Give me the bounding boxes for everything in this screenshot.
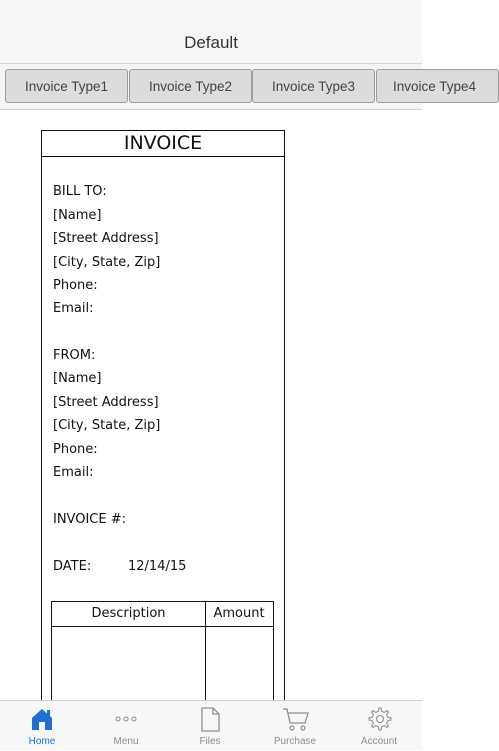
date-label: DATE:: [53, 559, 92, 574]
tabbar-home[interactable]: Home: [0, 701, 84, 751]
from-email: Email:: [53, 465, 94, 480]
bill-to-phone: Phone:: [53, 278, 98, 293]
from-street: [Street Address]: [53, 395, 159, 410]
column-description: Description: [52, 602, 206, 626]
date-value: 12/14/15: [128, 559, 187, 574]
bottom-tab-bar: [0, 700, 422, 750]
bill-to-label: BILL TO:: [53, 184, 107, 199]
tabbar-menu[interactable]: Menu: [84, 701, 168, 751]
tab-invoice-type2[interactable]: Invoice Type2: [129, 69, 252, 103]
bill-to-city: [City, State, Zip]: [53, 255, 161, 270]
invoice-preview[interactable]: [41, 130, 285, 730]
invoice-heading: INVOICE: [42, 131, 284, 157]
tab-invoice-type1[interactable]: Invoice Type1: [5, 69, 128, 103]
tab-invoice-type3[interactable]: Invoice Type3: [252, 69, 375, 103]
from-city: [City, State, Zip]: [53, 418, 161, 433]
tabbar-files[interactable]: Files: [168, 701, 252, 751]
invoice-type-tabs: [0, 64, 477, 110]
tabbar-account[interactable]: Account: [337, 701, 421, 751]
column-amount: Amount: [213, 606, 265, 621]
table-header: [52, 602, 273, 627]
bill-to-name: [Name]: [53, 208, 102, 223]
more-icon: [113, 706, 139, 732]
tab-invoice-type4[interactable]: Invoice Type4: [376, 69, 499, 103]
date-row: [53, 559, 253, 574]
invoice-number-label: INVOICE #:: [53, 512, 126, 527]
from-label: FROM:: [53, 348, 96, 363]
from-phone: Phone:: [53, 442, 98, 457]
nav-bar: [0, 0, 422, 64]
gear-icon: [366, 706, 392, 732]
bill-to-email: Email:: [53, 301, 94, 316]
from-name: [Name]: [53, 371, 102, 386]
bill-to-street: [Street Address]: [53, 231, 159, 246]
home-icon: [29, 706, 55, 732]
tabbar-purchase[interactable]: Purchase: [253, 701, 337, 751]
file-icon: [197, 706, 223, 732]
cart-icon: [282, 706, 310, 732]
page-title: Default: [184, 33, 238, 52]
